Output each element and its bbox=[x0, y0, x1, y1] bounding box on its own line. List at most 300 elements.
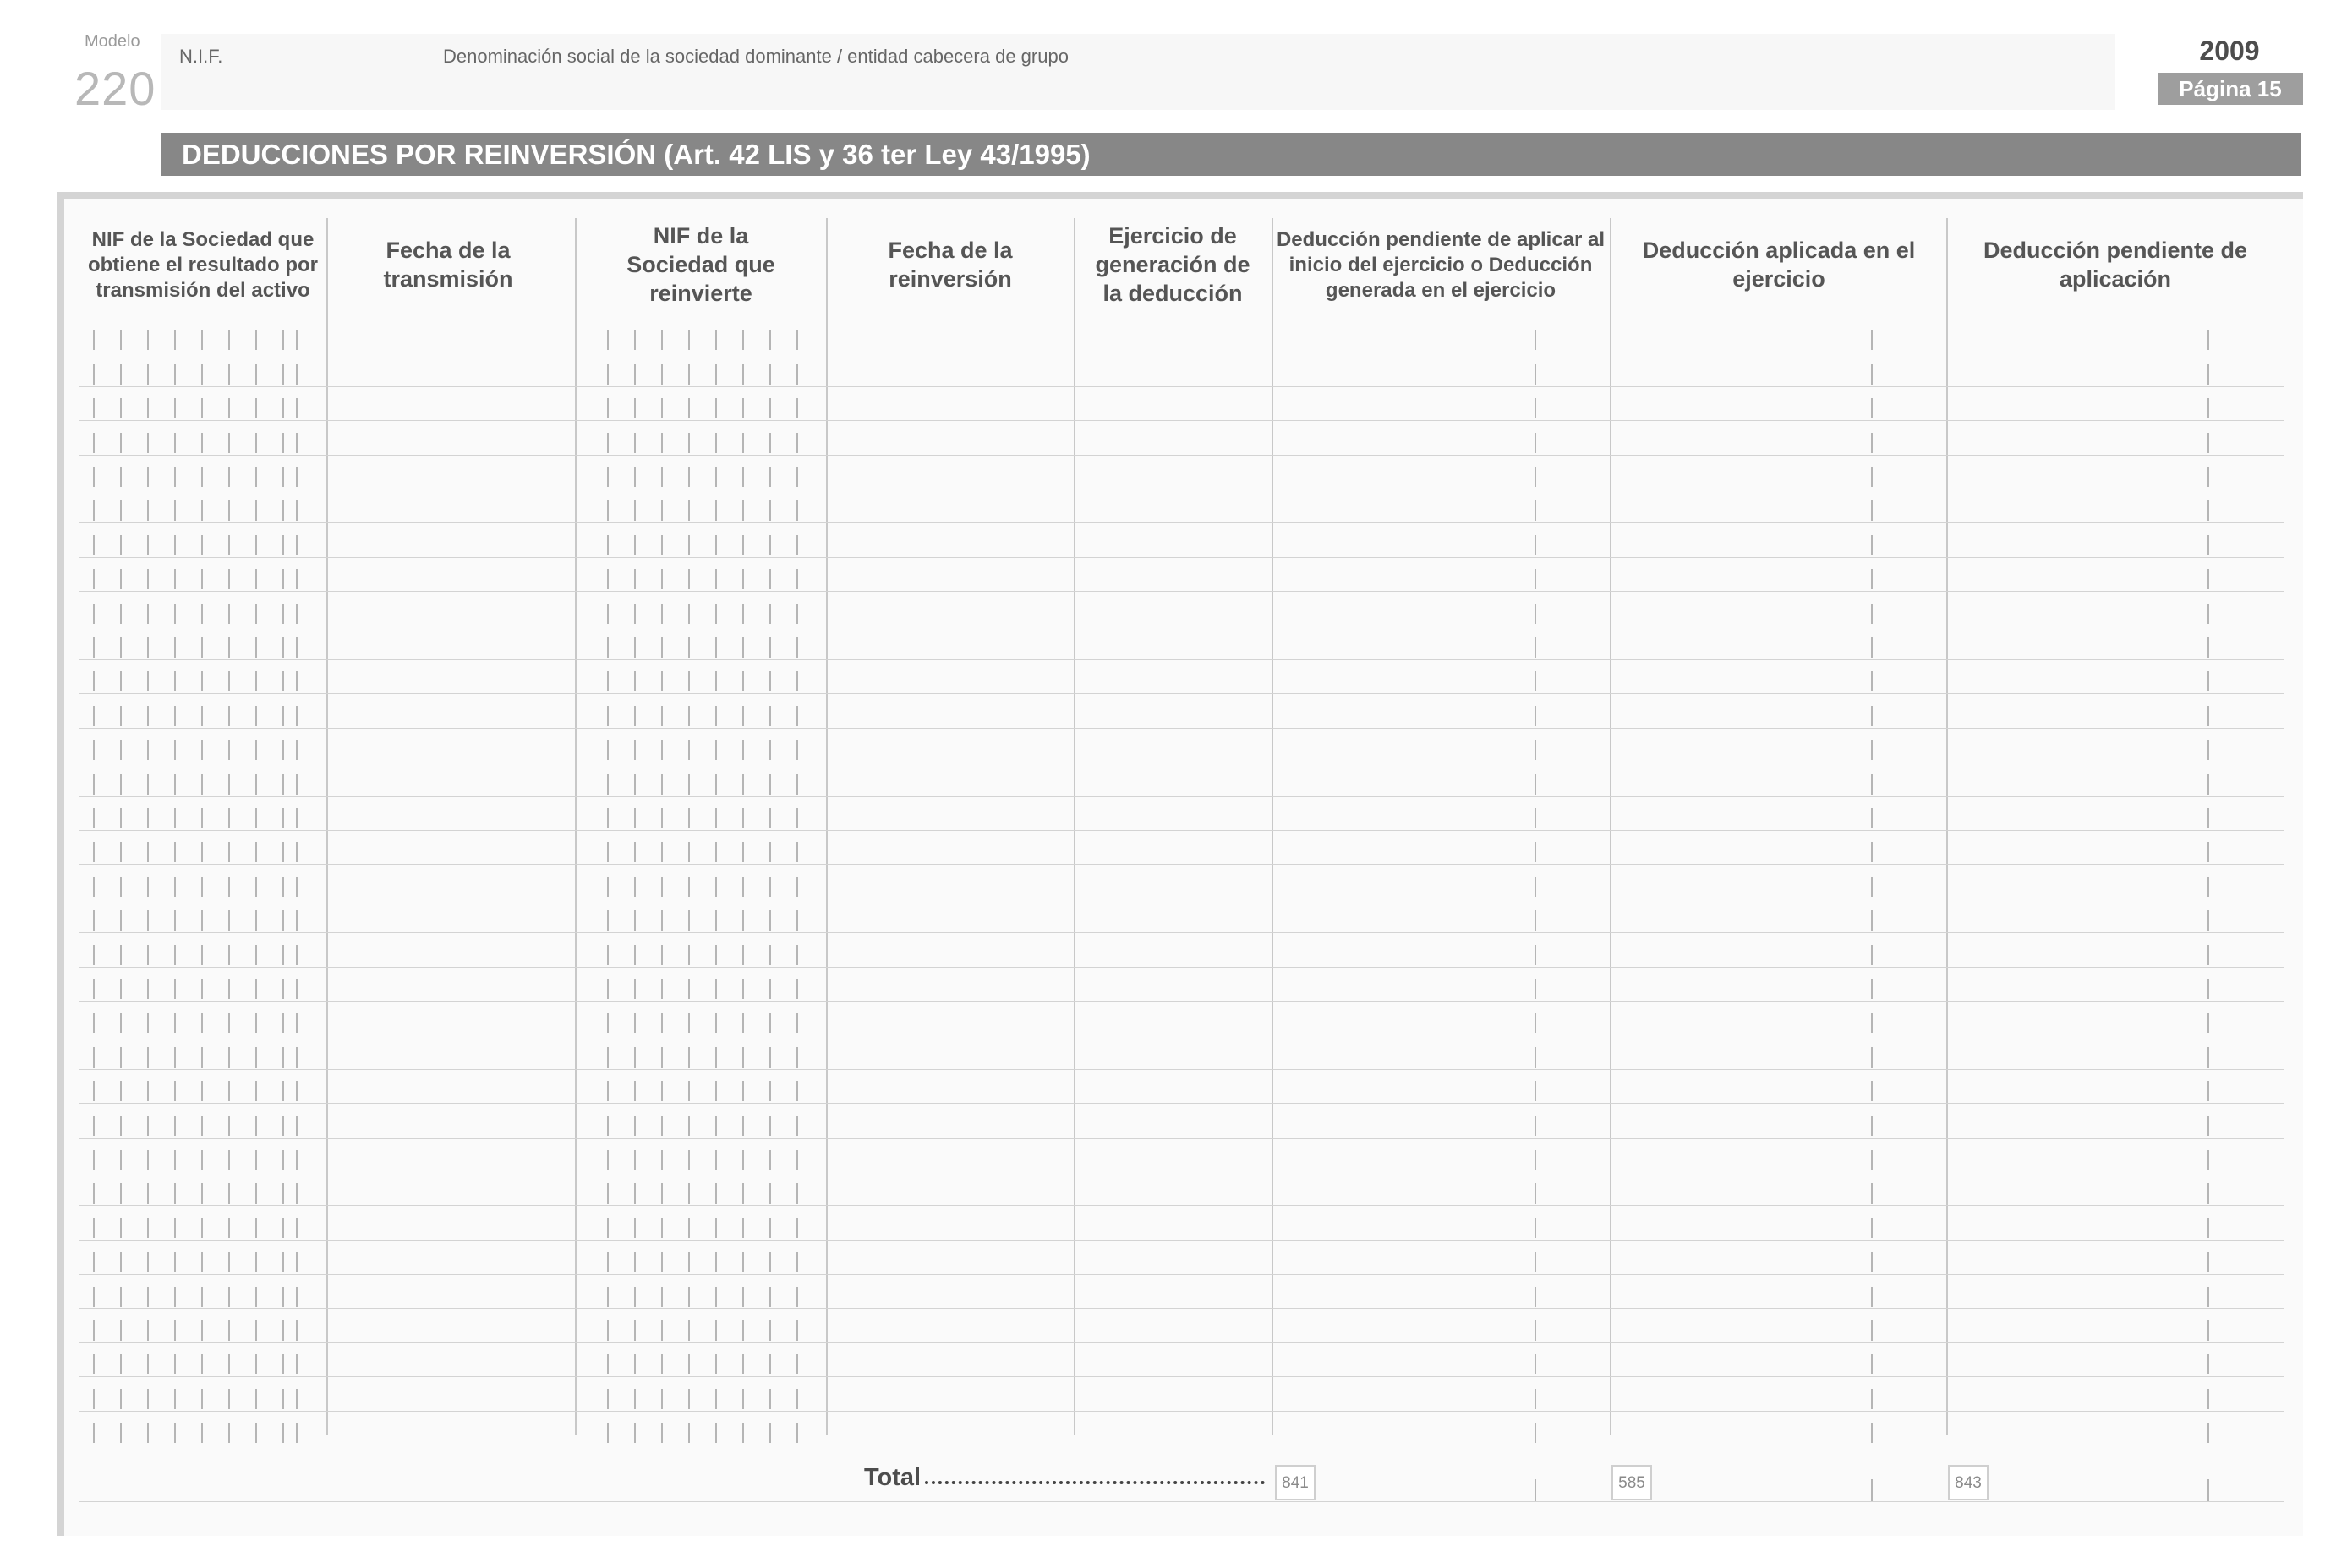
digit-tick bbox=[93, 1218, 95, 1238]
table-row[interactable] bbox=[79, 693, 2284, 727]
digit-tick bbox=[742, 774, 744, 795]
digit-tick bbox=[255, 500, 257, 521]
table-row[interactable] bbox=[79, 796, 2284, 830]
digit-tick bbox=[634, 1013, 636, 1033]
digit-tick bbox=[607, 433, 609, 453]
digit-tick bbox=[228, 706, 230, 726]
digit-tick bbox=[796, 910, 798, 931]
digit-tick bbox=[147, 945, 149, 965]
digit-tick bbox=[228, 671, 230, 691]
digit-tick bbox=[282, 1150, 284, 1170]
decimal-tick bbox=[1871, 364, 1873, 385]
digit-tick bbox=[796, 1183, 798, 1204]
digit-tick bbox=[742, 535, 744, 555]
digit-tick bbox=[742, 1183, 744, 1204]
decimal-tick bbox=[1871, 1423, 1873, 1443]
digit-tick bbox=[796, 774, 798, 795]
total-label: Total bbox=[864, 1464, 922, 1491]
digit-tick bbox=[296, 945, 298, 965]
digit-tick bbox=[255, 637, 257, 658]
decimal-tick bbox=[1535, 1287, 1536, 1307]
table-row[interactable] bbox=[79, 522, 2284, 556]
digit-tick bbox=[715, 945, 717, 965]
decimal-tick bbox=[1871, 1013, 1873, 1033]
digit-tick bbox=[607, 740, 609, 760]
digit-tick bbox=[634, 1116, 636, 1136]
decimal-tick bbox=[2207, 706, 2209, 726]
table-row[interactable] bbox=[79, 318, 2284, 352]
digit-tick bbox=[147, 500, 149, 521]
digit-tick bbox=[769, 1423, 771, 1443]
digit-tick bbox=[715, 330, 717, 350]
decimal-tick bbox=[1535, 500, 1536, 521]
decimal-tick bbox=[1871, 1081, 1873, 1101]
table-row[interactable] bbox=[79, 489, 2284, 522]
digit-tick bbox=[147, 1081, 149, 1101]
table-row[interactable] bbox=[79, 1411, 2284, 1445]
digit-tick bbox=[742, 1252, 744, 1272]
digit-tick bbox=[661, 842, 663, 862]
digit-tick bbox=[282, 604, 284, 624]
digit-tick bbox=[688, 604, 690, 624]
digit-tick bbox=[715, 1218, 717, 1238]
digit-tick bbox=[147, 433, 149, 453]
digit-tick bbox=[174, 604, 176, 624]
digit-tick bbox=[607, 330, 609, 350]
digit-tick bbox=[174, 637, 176, 658]
digit-tick bbox=[742, 1047, 744, 1068]
digit-tick bbox=[255, 945, 257, 965]
digit-tick bbox=[715, 1013, 717, 1033]
digit-tick bbox=[769, 740, 771, 760]
digit-tick bbox=[93, 569, 95, 589]
table-row[interactable] bbox=[79, 386, 2284, 420]
total-underline bbox=[79, 1501, 2284, 1502]
digit-tick bbox=[688, 467, 690, 487]
digit-tick bbox=[93, 500, 95, 521]
digit-tick bbox=[228, 979, 230, 999]
digit-tick bbox=[796, 637, 798, 658]
digit-tick bbox=[688, 910, 690, 931]
digit-tick bbox=[255, 1287, 257, 1307]
table-row[interactable] bbox=[79, 1035, 2284, 1068]
digit-tick bbox=[661, 637, 663, 658]
decimal-tick bbox=[2207, 569, 2209, 589]
digit-tick bbox=[228, 877, 230, 897]
digit-tick bbox=[688, 706, 690, 726]
digit-tick bbox=[688, 740, 690, 760]
digit-tick bbox=[769, 1150, 771, 1170]
digit-tick bbox=[201, 398, 203, 418]
decimal-tick bbox=[1535, 740, 1536, 760]
digit-tick bbox=[228, 500, 230, 521]
table-row[interactable] bbox=[79, 762, 2284, 795]
digit-tick bbox=[715, 1354, 717, 1374]
digit-tick bbox=[796, 1013, 798, 1033]
digit-tick bbox=[715, 1287, 717, 1307]
decimal-tick bbox=[1871, 1252, 1873, 1272]
digit-tick bbox=[282, 1218, 284, 1238]
table-row[interactable] bbox=[79, 659, 2284, 693]
digit-tick bbox=[796, 740, 798, 760]
digit-tick bbox=[296, 637, 298, 658]
digit-tick bbox=[769, 637, 771, 658]
digit-tick bbox=[296, 671, 298, 691]
digit-tick bbox=[93, 842, 95, 862]
digit-tick bbox=[742, 398, 744, 418]
digit-tick bbox=[688, 877, 690, 897]
digit-tick bbox=[796, 1287, 798, 1307]
digit-tick bbox=[296, 910, 298, 931]
digit-tick bbox=[661, 1150, 663, 1170]
digit-tick bbox=[607, 1047, 609, 1068]
decimal-tick bbox=[1871, 330, 1873, 350]
decimal-tick bbox=[1535, 979, 1536, 999]
digit-tick bbox=[201, 774, 203, 795]
decimal-tick bbox=[2207, 1287, 2209, 1307]
decimal-tick bbox=[1871, 1116, 1873, 1136]
digit-tick bbox=[174, 706, 176, 726]
digit-tick bbox=[634, 467, 636, 487]
digit-tick bbox=[147, 1423, 149, 1443]
digit-tick bbox=[688, 500, 690, 521]
digit-tick bbox=[174, 535, 176, 555]
digit-tick bbox=[174, 467, 176, 487]
decimal-tick bbox=[2207, 808, 2209, 828]
digit-tick bbox=[296, 1081, 298, 1101]
digit-tick bbox=[120, 637, 122, 658]
digit-tick bbox=[120, 1183, 122, 1204]
digit-tick bbox=[634, 945, 636, 965]
digit-tick bbox=[282, 910, 284, 931]
table-row[interactable] bbox=[79, 932, 2284, 966]
digit-tick bbox=[769, 808, 771, 828]
decimal-tick bbox=[1535, 1116, 1536, 1136]
decimal-tick bbox=[1871, 535, 1873, 555]
digit-tick bbox=[688, 1320, 690, 1341]
decimal-tick bbox=[1535, 604, 1536, 624]
digit-tick bbox=[201, 1047, 203, 1068]
digit-tick bbox=[93, 1183, 95, 1204]
digit-tick bbox=[769, 569, 771, 589]
digit-tick bbox=[201, 1320, 203, 1341]
digit-tick bbox=[282, 706, 284, 726]
digit-tick bbox=[688, 1150, 690, 1170]
digit-tick bbox=[147, 671, 149, 691]
digit-tick bbox=[93, 398, 95, 418]
digit-tick bbox=[661, 706, 663, 726]
decimal-tick bbox=[1535, 1320, 1536, 1341]
digit-tick bbox=[228, 1320, 230, 1341]
table-row[interactable] bbox=[79, 1274, 2284, 1308]
digit-tick bbox=[742, 877, 744, 897]
digit-tick bbox=[688, 808, 690, 828]
digit-tick bbox=[607, 1183, 609, 1204]
digit-tick bbox=[742, 740, 744, 760]
digit-tick bbox=[661, 1252, 663, 1272]
decimal-tick bbox=[2207, 945, 2209, 965]
digit-tick bbox=[715, 706, 717, 726]
digit-tick bbox=[796, 364, 798, 385]
digit-tick bbox=[255, 535, 257, 555]
decimal-tick bbox=[1871, 433, 1873, 453]
table-row[interactable] bbox=[79, 455, 2284, 489]
digit-tick bbox=[607, 604, 609, 624]
digit-tick bbox=[282, 1287, 284, 1307]
table-row[interactable] bbox=[79, 830, 2284, 864]
digit-tick bbox=[796, 877, 798, 897]
digit-tick bbox=[607, 774, 609, 795]
digit-tick bbox=[201, 1116, 203, 1136]
digit-tick bbox=[634, 808, 636, 828]
digit-tick bbox=[255, 706, 257, 726]
digit-tick bbox=[147, 1116, 149, 1136]
table-row[interactable] bbox=[79, 420, 2284, 454]
table-row[interactable] bbox=[79, 1172, 2284, 1205]
digit-tick bbox=[634, 433, 636, 453]
decimal-tick bbox=[1535, 433, 1536, 453]
decimal-tick bbox=[1535, 1183, 1536, 1204]
digit-tick bbox=[769, 1287, 771, 1307]
digit-tick bbox=[228, 842, 230, 862]
decimal-tick bbox=[2207, 740, 2209, 760]
modelo-label: Modelo bbox=[85, 32, 140, 51]
table-row[interactable] bbox=[79, 557, 2284, 591]
digit-tick bbox=[282, 364, 284, 385]
digit-tick bbox=[769, 910, 771, 931]
digit-tick bbox=[607, 1354, 609, 1374]
table-row[interactable] bbox=[79, 1205, 2284, 1239]
digit-tick bbox=[120, 467, 122, 487]
digit-tick bbox=[255, 1013, 257, 1033]
digit-tick bbox=[93, 1116, 95, 1136]
digit-tick bbox=[688, 1287, 690, 1307]
table-row[interactable] bbox=[79, 1138, 2284, 1172]
table-row[interactable] bbox=[79, 626, 2284, 659]
digit-tick bbox=[796, 1320, 798, 1341]
digit-tick bbox=[228, 1423, 230, 1443]
table-row[interactable] bbox=[79, 1342, 2284, 1376]
digit-tick bbox=[769, 1183, 771, 1204]
table-row[interactable] bbox=[79, 1376, 2284, 1410]
digit-tick bbox=[634, 706, 636, 726]
digit-tick bbox=[769, 1354, 771, 1374]
digit-tick bbox=[715, 535, 717, 555]
digit-tick bbox=[715, 467, 717, 487]
digit-tick bbox=[201, 1389, 203, 1409]
decimal-tick bbox=[2207, 500, 2209, 521]
digit-tick bbox=[174, 808, 176, 828]
digit-tick bbox=[661, 569, 663, 589]
digit-tick bbox=[201, 808, 203, 828]
digit-tick bbox=[174, 671, 176, 691]
digit-tick bbox=[120, 1389, 122, 1409]
digit-tick bbox=[120, 910, 122, 931]
table-row[interactable] bbox=[79, 1103, 2284, 1137]
digit-tick bbox=[796, 535, 798, 555]
digit-tick bbox=[296, 569, 298, 589]
digit-tick bbox=[661, 364, 663, 385]
digit-tick bbox=[174, 740, 176, 760]
digit-tick bbox=[661, 979, 663, 999]
table-row[interactable] bbox=[79, 1069, 2284, 1103]
digit-tick bbox=[228, 604, 230, 624]
digit-tick bbox=[120, 671, 122, 691]
digit-tick bbox=[661, 604, 663, 624]
digit-tick bbox=[228, 1150, 230, 1170]
digit-tick bbox=[634, 1218, 636, 1238]
digit-tick bbox=[607, 1423, 609, 1443]
decimal-tick bbox=[2207, 1047, 2209, 1068]
digit-tick bbox=[796, 706, 798, 726]
digit-tick bbox=[201, 706, 203, 726]
col-header-deduccion-pendiente-aplicacion: Deducción pendiente de aplicación bbox=[1983, 238, 2248, 292]
table-row[interactable] bbox=[79, 1001, 2284, 1035]
decimal-tick bbox=[1535, 671, 1536, 691]
digit-tick bbox=[174, 433, 176, 453]
digit-tick bbox=[228, 433, 230, 453]
decimal-tick bbox=[1871, 740, 1873, 760]
digit-tick bbox=[634, 398, 636, 418]
digit-tick bbox=[769, 535, 771, 555]
decimal-tick bbox=[2207, 1218, 2209, 1238]
digit-tick bbox=[661, 433, 663, 453]
decimal-tick bbox=[1535, 842, 1536, 862]
col-header-nif-reinvierte: NIF de la Sociedad que reinvierte bbox=[626, 223, 775, 306]
digit-tick bbox=[255, 1081, 257, 1101]
table-row[interactable] bbox=[79, 1240, 2284, 1274]
digit-tick bbox=[769, 1081, 771, 1101]
digit-tick bbox=[282, 945, 284, 965]
digit-tick bbox=[634, 1047, 636, 1068]
digit-tick bbox=[282, 842, 284, 862]
digit-tick bbox=[147, 774, 149, 795]
digit-tick bbox=[255, 1047, 257, 1068]
digit-tick bbox=[282, 1047, 284, 1068]
digit-tick bbox=[147, 330, 149, 350]
digit-tick bbox=[796, 467, 798, 487]
digit-tick bbox=[607, 842, 609, 862]
digit-tick bbox=[93, 1354, 95, 1374]
digit-tick bbox=[796, 433, 798, 453]
decimal-tick bbox=[1535, 398, 1536, 418]
digit-tick bbox=[661, 1183, 663, 1204]
digit-tick bbox=[255, 1116, 257, 1136]
digit-tick bbox=[742, 1287, 744, 1307]
digit-tick bbox=[769, 1320, 771, 1341]
digit-tick bbox=[769, 433, 771, 453]
digit-tick bbox=[715, 979, 717, 999]
digit-tick bbox=[174, 364, 176, 385]
digit-tick bbox=[147, 1252, 149, 1272]
decimal-tick bbox=[2207, 637, 2209, 658]
digit-tick bbox=[688, 535, 690, 555]
decimal-tick bbox=[1535, 1354, 1536, 1374]
table-row[interactable] bbox=[79, 352, 2284, 385]
digit-tick bbox=[93, 706, 95, 726]
digit-tick bbox=[174, 500, 176, 521]
digit-tick bbox=[147, 1354, 149, 1374]
digit-tick bbox=[93, 604, 95, 624]
digit-tick bbox=[742, 808, 744, 828]
digit-tick bbox=[228, 1116, 230, 1136]
digit-tick bbox=[255, 604, 257, 624]
digit-tick bbox=[661, 671, 663, 691]
decimal-tick bbox=[2207, 1423, 2209, 1443]
decimal-tick bbox=[2207, 1183, 2209, 1204]
digit-tick bbox=[201, 500, 203, 521]
decimal-tick bbox=[1535, 1389, 1536, 1409]
digit-tick bbox=[228, 1287, 230, 1307]
decimal-tick bbox=[2207, 364, 2209, 385]
table-row[interactable] bbox=[79, 864, 2284, 898]
digit-tick bbox=[742, 706, 744, 726]
digit-tick bbox=[201, 740, 203, 760]
digit-tick bbox=[282, 1116, 284, 1136]
digit-tick bbox=[634, 535, 636, 555]
digit-tick bbox=[715, 740, 717, 760]
digit-tick bbox=[120, 842, 122, 862]
digit-tick bbox=[769, 1116, 771, 1136]
digit-tick bbox=[661, 330, 663, 350]
digit-tick bbox=[282, 774, 284, 795]
digit-tick bbox=[255, 842, 257, 862]
table-row[interactable] bbox=[79, 899, 2284, 932]
digit-tick bbox=[120, 1116, 122, 1136]
digit-tick bbox=[174, 569, 176, 589]
decimal-tick bbox=[1535, 364, 1536, 385]
digit-tick bbox=[634, 842, 636, 862]
digit-tick bbox=[282, 637, 284, 658]
digit-tick bbox=[201, 877, 203, 897]
digit-tick bbox=[634, 1150, 636, 1170]
digit-tick bbox=[688, 1013, 690, 1033]
decimal-tick bbox=[1871, 706, 1873, 726]
decimal-tick bbox=[2207, 877, 2209, 897]
digit-tick bbox=[634, 637, 636, 658]
decimal-tick bbox=[1535, 1081, 1536, 1101]
decimal-tick bbox=[1535, 1047, 1536, 1068]
digit-tick bbox=[607, 500, 609, 521]
digit-tick bbox=[201, 330, 203, 350]
digit-tick bbox=[147, 467, 149, 487]
digit-tick bbox=[282, 467, 284, 487]
table-row[interactable] bbox=[79, 967, 2284, 1001]
digit-tick bbox=[147, 910, 149, 931]
digit-tick bbox=[742, 945, 744, 965]
digit-tick bbox=[796, 398, 798, 418]
table-row[interactable] bbox=[79, 1308, 2284, 1342]
digit-tick bbox=[607, 398, 609, 418]
digit-tick bbox=[742, 604, 744, 624]
digit-tick bbox=[688, 1218, 690, 1238]
digit-tick bbox=[120, 706, 122, 726]
digit-tick bbox=[715, 1116, 717, 1136]
digit-tick bbox=[634, 1081, 636, 1101]
table-row[interactable] bbox=[79, 728, 2284, 762]
table-row[interactable] bbox=[79, 591, 2284, 625]
digit-tick bbox=[228, 637, 230, 658]
digit-tick bbox=[661, 945, 663, 965]
digit-tick bbox=[93, 740, 95, 760]
digit-tick bbox=[607, 979, 609, 999]
digit-tick bbox=[120, 569, 122, 589]
digit-tick bbox=[715, 671, 717, 691]
decimal-tick bbox=[1871, 979, 1873, 999]
digit-tick bbox=[296, 1389, 298, 1409]
digit-tick bbox=[661, 910, 663, 931]
digit-tick bbox=[688, 1116, 690, 1136]
